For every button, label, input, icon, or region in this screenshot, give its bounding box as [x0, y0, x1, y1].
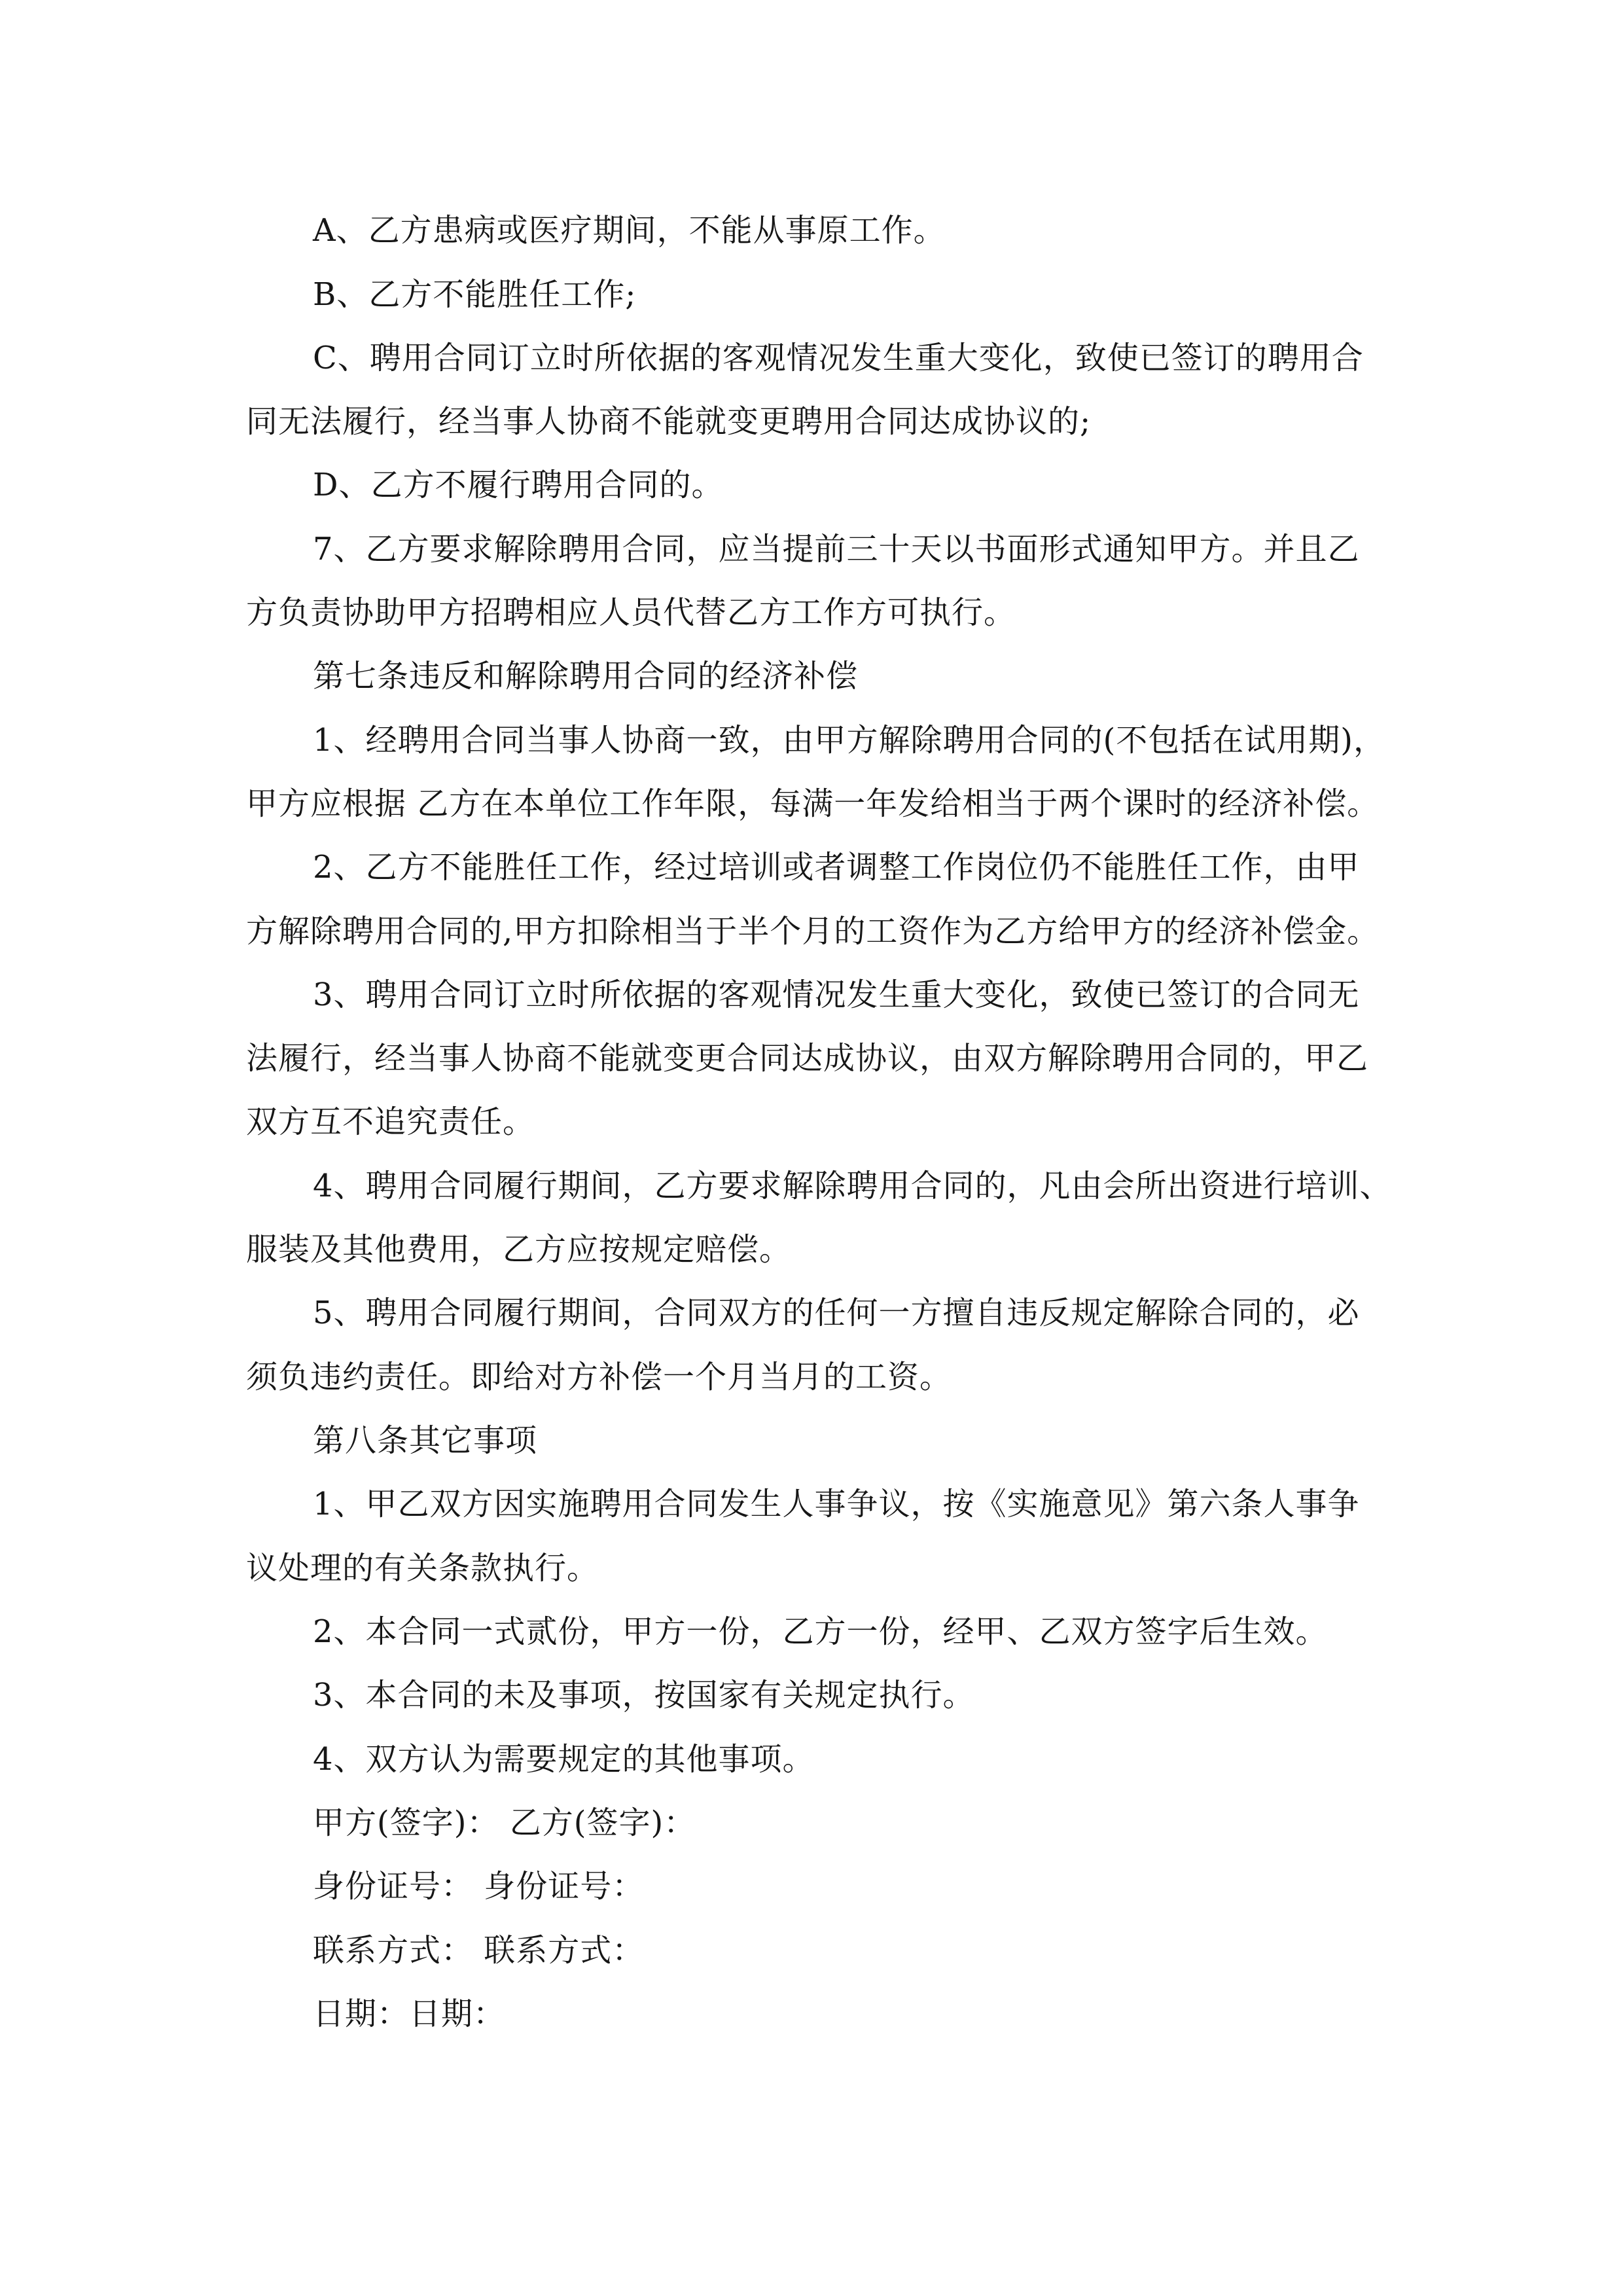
article-7-item-5-line-2: 须负违约责任。即给对方补偿一个月当月的工资。	[246, 1359, 952, 1395]
article-8-item-4: 4、双方认为需要规定的其他事项。	[313, 1741, 815, 1778]
article-7-item-4-line-2: 服装及其他费用，乙方应按规定赔偿。	[246, 1231, 792, 1268]
article-7-item-2-line-1: 2、乙方不能胜任工作，经过培训或者调整工作岗位仍不能胜任工作，由甲	[313, 849, 1360, 886]
clause-b: B、乙方不能胜任工作;	[313, 276, 637, 313]
article-7-item-3-line-1: 3、聘用合同订立时所依据的客观情况发生重大变化，致使已签订的合同无	[313, 977, 1360, 1013]
article-7-item-4-line-1: 4、聘用合同履行期间，乙方要求解除聘用合同的，凡由会所出资进行培训、	[313, 1168, 1392, 1204]
contact-line: 联系方式： 联系方式：	[313, 1932, 645, 1969]
signature-line: 甲方(签字)： 乙方(签字)：	[313, 1804, 696, 1841]
article-8-heading: 第八条其它事项	[313, 1422, 538, 1459]
clause-a: A、乙方患病或医疗期间，不能从事原工作。	[313, 212, 946, 249]
article-7-item-5-line-1: 5、聘用合同履行期间，合同双方的任何一方擅自违反规定解除合同的，必	[313, 1295, 1360, 1331]
article-7-item-1-line-1: 1、经聘用合同当事人协商一致，由甲方解除聘用合同的(不包括在试用期)，	[313, 722, 1385, 759]
id-number-line: 身份证号： 身份证号：	[313, 1868, 645, 1905]
item-7-line-2: 方负责协助甲方招聘相应人员代替乙方工作方可执行。	[246, 594, 1016, 631]
clause-d: D、乙方不履行聘用合同的。	[313, 467, 724, 503]
article-7-item-2-line-2: 方解除聘用合同的,甲方扣除相当于半个月的工资作为乙方给甲方的经济补偿金。	[246, 913, 1380, 950]
article-8-item-1-line-2: 议处理的有关条款执行。	[246, 1550, 599, 1587]
article-8-item-1-line-1: 1、甲乙双方因实施聘用合同发生人事争议，按《实施意见》第六条人事争	[313, 1486, 1360, 1522]
clause-c-line-2: 同无法履行，经当事人协商不能就变更聘用合同达成协议的;	[246, 403, 1092, 440]
article-7-item-3-line-3: 双方互不追究责任。	[246, 1103, 535, 1140]
article-8-item-3: 3、本合同的未及事项，按国家有关规定执行。	[313, 1677, 975, 1713]
article-7-heading: 第七条违反和解除聘用合同的经济补偿	[313, 658, 859, 694]
article-7-item-3-line-2: 法履行，经当事人协商不能就变更合同达成协议，由双方解除聘用合同的，甲乙	[246, 1040, 1369, 1077]
date-line: 日期：日期：	[313, 1996, 506, 2032]
article-7-item-1-line-2: 甲方应根据 乙方在本单位工作年限，每满一年发给相当于两个课时的经济补偿。	[246, 785, 1380, 822]
clause-c-line-1: C、聘用合同订立时所依据的客观情况发生重大变化，致使已签订的聘用合	[313, 340, 1364, 376]
article-8-item-2: 2、本合同一式贰份，甲方一份，乙方一份，经甲、乙双方签字后生效。	[313, 1613, 1328, 1650]
item-7-line-1: 7、乙方要求解除聘用合同，应当提前三十天以书面形式通知甲方。并且乙	[313, 531, 1360, 567]
